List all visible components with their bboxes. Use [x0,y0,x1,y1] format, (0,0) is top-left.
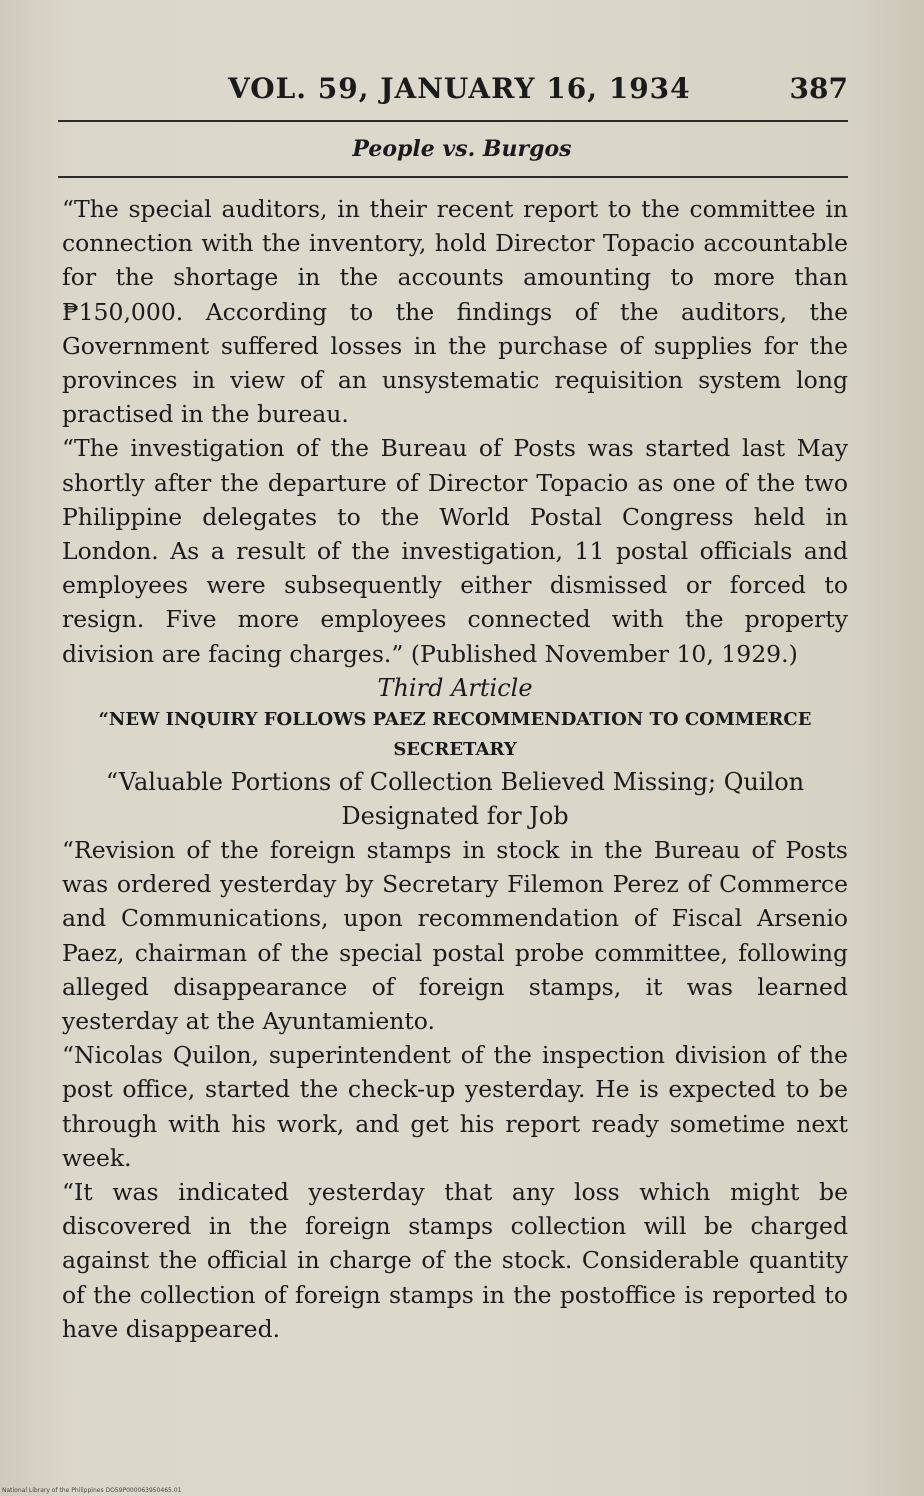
subheading: Third Article [377,673,533,702]
article-body [62,192,848,1346]
header-rule-top [58,120,848,122]
paragraph-2: “The investigation of the Bureau of Posts was started last May shortly after the departure of Director Topacio as one of the two Philippine delegates to the World Postal Congress held in London. As a result of the investigation, 11 postal officials and employees were subsequently either dismissed or forced to resign. Five more employees connected with the property division are facing charges.” (Published November 10, 1929.) [62,434,848,668]
page-header [58,72,848,112]
paragraph-3: “Revision of the foreign stamps in stock in the Bureau of Posts was ordered yesterday by Secretary Filemon Perez of Commerce and Communications, upon recommendation of Fiscal Arsenio Paez, chairman of the special postal probe committee, following alleged disappearance of foreign stamps, it was learned yesterday at the Ayuntamiento. [62,836,848,1036]
running-title: People vs. Burgos [352,136,572,162]
volume-line: VOL. 59, JANUARY 16, 1934 [228,72,691,105]
page-number: 387 [789,72,848,105]
deck: “Valuable Portions of Collection Believed Missing; Quilon Designated for Job [105,768,805,831]
paragraph-4: “Nicolas Quilon, superintendent of the inspection division of the post office, started the check-up yesterday. He is expected to be through with his work, and get his report ready sometime next week. [62,1041,848,1172]
paragraph-5: “It was indicated yesterday that any loss which might be discovered in the foreign stamps collection will be charged against the official in charge of the stock. Considerable quantity of the collection of foreign stamps in the postoffice is reported to have disappeared. [62,1178,848,1343]
paragraph-1: “The special auditors, in their recent report to the committee in connection with the inventory, hold Director Topacio accountable for the shortage in the accounts amounting to more than ₱150,000. According to the findings of the auditors, the Government suffered losses in the purchase of supplies for the provinces in view of an unsystematic requisition system long practised in the bureau. [62,195,848,429]
footer-credit: National Library of the Philippines DO59P000063950465.01 [2,1487,182,1494]
header-rule-bottom [58,176,848,178]
headline: “NEW INQUIRY FOLLOWS PAEZ RECOMMENDATION TO COMMERCE SECRETARY [98,709,812,761]
